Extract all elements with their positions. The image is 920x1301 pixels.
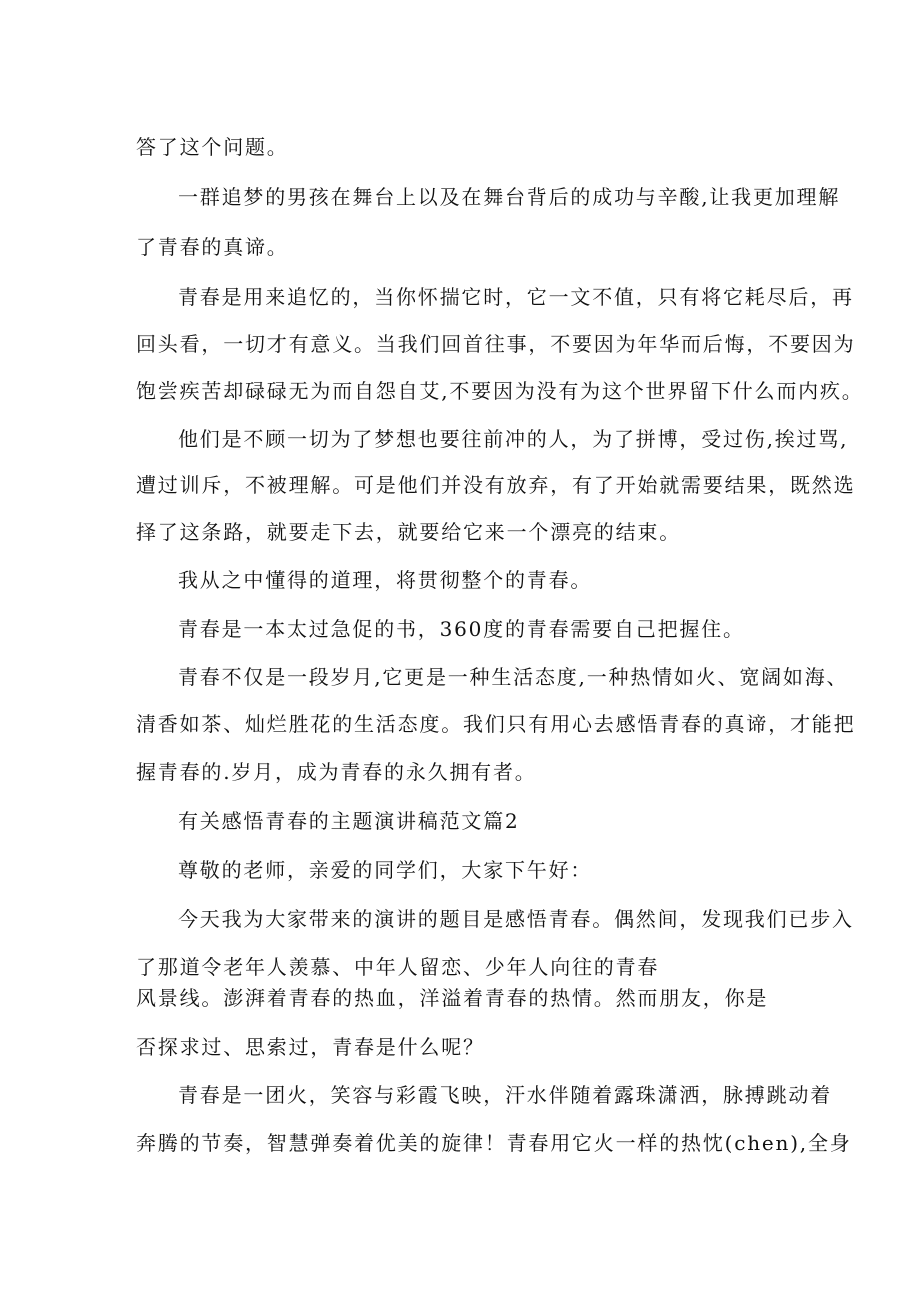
text-line: 风景线。澎湃着青春的热血，洋溢着青春的热情。然而朋友，你是 xyxy=(136,986,769,1010)
text-line: 奔腾的节奏，智慧弹奏着优美的旋律！青春用它火一样的热忱(chen),全身 xyxy=(136,1131,852,1155)
text-line: 清香如茶、灿烂胜花的生活态度。我们只有用心去感悟青春的真谛，才能把 xyxy=(136,712,856,736)
text-line: 今天我为大家带来的演讲的题目是感悟青春。偶然间，发现我们已步入 xyxy=(178,907,854,931)
text-line: 否探求过、思索过，青春是什么呢？ xyxy=(136,1035,485,1059)
text-line: 青春是用来追忆的，当你怀揣它时，它一文不值，只有将它耗尽后，再 xyxy=(178,285,854,309)
text-line: 遭过训斥，不被理解。可是他们并没有放弃，有了开始就需要结果，既然选 xyxy=(136,473,856,497)
text-line: 我从之中懂得的道理，将贯彻整个的青春。 xyxy=(178,568,593,592)
text-line: 了那道令老年人羡慕、中年人留恋、少年人向往的青春 xyxy=(136,955,660,979)
text-line: 择了这条路，就要走下去，就要给它来一个漂亮的结束。 xyxy=(136,520,681,544)
text-line: 握青春的.岁月，成为青春的永久拥有者。 xyxy=(136,760,537,784)
text-line: 青春不仅是一段岁月,它更是一种生活态度,一种热情如火、宽阔如海、 xyxy=(178,665,849,689)
text-line: 饱尝疾苦却碌碌无为而自怨自艾,不要因为没有为这个世界留下什么而内疚。 xyxy=(136,379,864,403)
text-line: 一群追梦的男孩在舞台上以及在舞台背后的成功与辛酸,让我更加理解 xyxy=(178,185,841,209)
text-line: 尊敬的老师，亲爱的同学们，大家下午好： xyxy=(178,858,593,882)
text-line: 了青春的真谛。 xyxy=(136,235,289,259)
section-heading: 有关感悟青春的主题演讲稿范文篇2 xyxy=(178,809,520,833)
text-line: 回头看，一切才有意义。当我们回首往事，不要因为年华而后悔，不要因为 xyxy=(136,332,856,356)
text-line: 青春是一团火，笑容与彩霞飞映，汗水伴随着露珠潇洒，脉搏跳动着 xyxy=(178,1083,832,1107)
text-line: 他们是不顾一切为了梦想也要往前冲的人，为了拼博，受过伤,挨过骂, xyxy=(178,427,849,451)
text-line: 青春是一本太过急促的书，360度的青春需要自己把握住。 xyxy=(178,617,745,641)
text-line: 答了这个问题。 xyxy=(136,135,289,159)
